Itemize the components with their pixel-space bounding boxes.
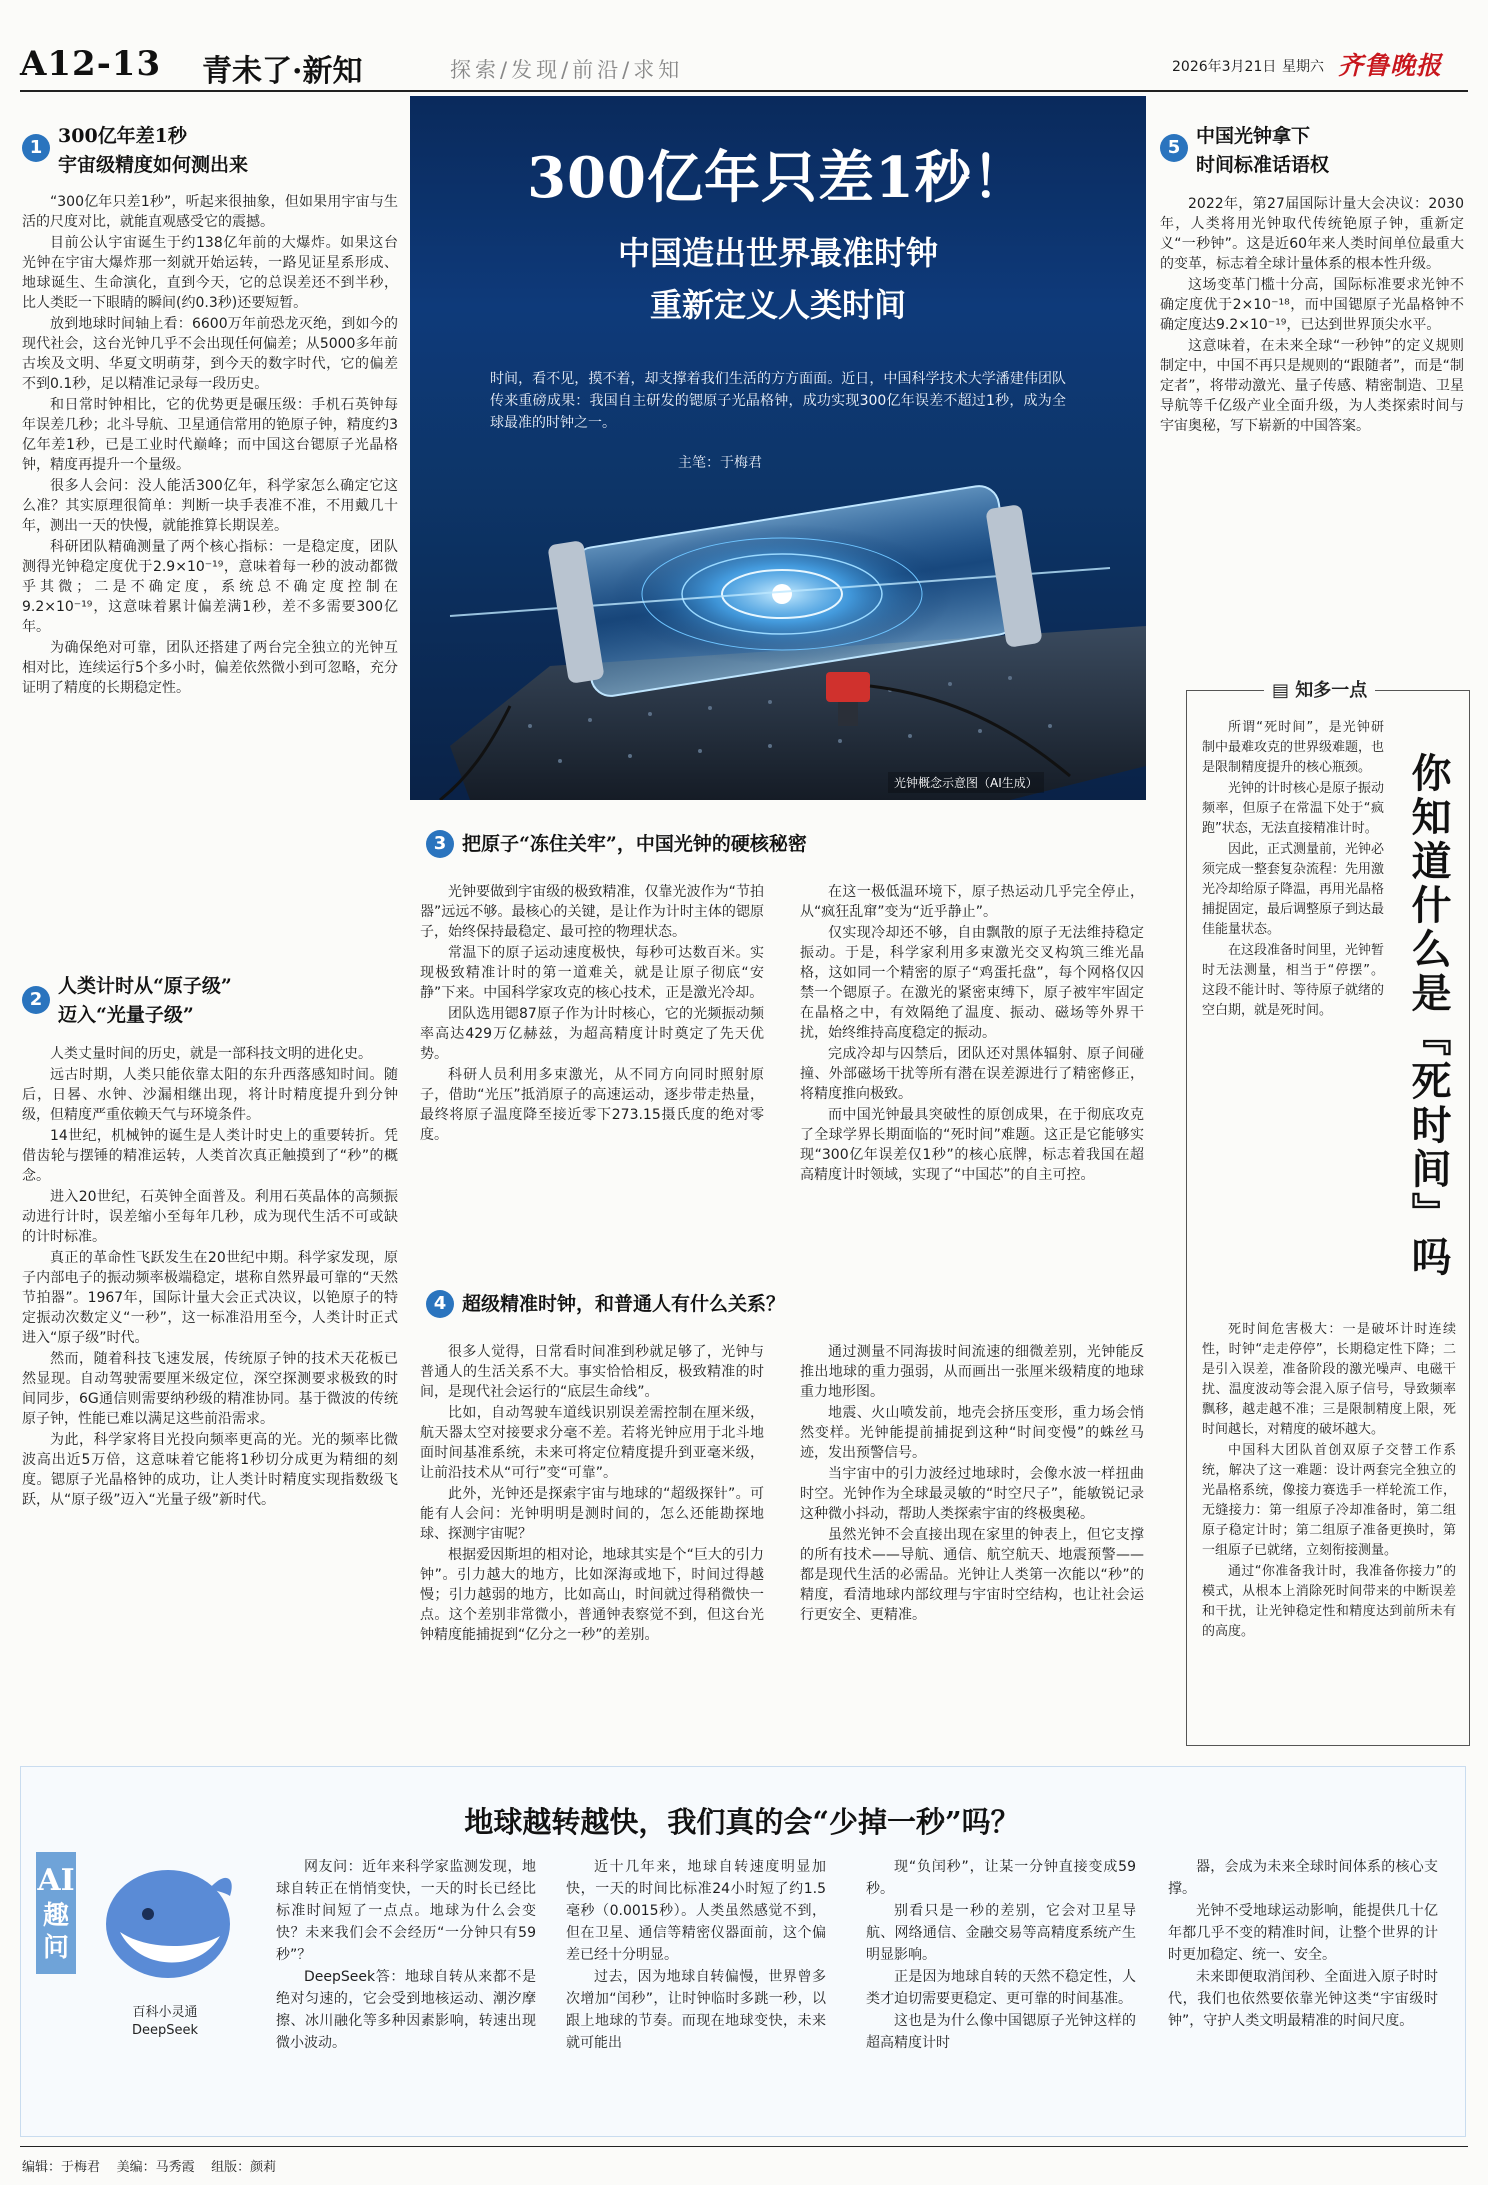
- section-5-title: [1196, 122, 1329, 180]
- know-more-label-text: 知多一点: [1295, 680, 1368, 701]
- section-1: [22, 122, 398, 982]
- paragraph: 中国科大团队首创双原子交替工作系统，解决了这一难题：设计两套完全独立的光晶格系统，像接力赛选手一样轮流工作，无缝接力：第一组原子冷却准备时，第二组原子稳定计时；第二组原子准备更换时，第一组原子已就绪，立刻衔接测量。: [1202, 1443, 1456, 1558]
- section-4: [426, 1290, 1146, 1319]
- section-3-body-col-2: [800, 882, 1144, 1254]
- paragraph: 科研团队精确测量了两个核心指标：一是稳定度，团队测得光钟稳定度优于2.9×10⁻¹⁹，意味着每一秒的波动都微乎其微；二是不确定度，系统总不确定度控制在9.2×10⁻¹⁹，这意味着累计偏差满1秒，差不多需要300亿年。: [22, 539, 398, 635]
- paragraph: 在这段准备时间里，光钟暂时无法测量，相当于“停摆”。这段不能计时、等待原子就绪的空白期，就是死时间。: [1202, 943, 1384, 1018]
- paragraph: 所谓“死时间”，是光钟研制中最难攻克的世界级难题，也是限制精度提升的核心瓶颈。: [1202, 720, 1384, 775]
- section-tags: 探索/发现/前沿/求知: [450, 58, 684, 82]
- ai-column-4: [1168, 1856, 1438, 2126]
- masthead-rule: [20, 90, 1468, 92]
- hero-title: 300亿年只差1秒！: [527, 145, 1029, 211]
- paragraph: 常温下的原子运动速度极快，每秒可达数百米。实现极致精准计时的第一道难关，就是让原子彻底“安静”下来。中国科学家攻克的核心技术，正是激光冷却。: [420, 945, 764, 1001]
- paragraph: 仅实现冷却还不够，自由飘散的原子无法维持稳定振动。于是，科学家利用多束激光交叉构筑三维光晶格，这如同一个精密的原子“鸡蛋托盘”，每个网格仅囚禁一个锶原子。在激光的紧密束缚下，原子被牢牢固定在晶格之中，有效隔绝了温度、振动、磁场等外界干扰，始终维持高度稳定的振动。: [800, 925, 1144, 1041]
- section-2-title-line-2: 迈入“光量子级”: [58, 1004, 194, 1026]
- paragraph: DeepSeek答：地球自转从来都不是绝对匀速的，它会受到地核运动、潮汐摩擦、冰川融化等多种因素影响，转速出现微小波动。: [276, 1969, 536, 2051]
- ai-column-1: [276, 1856, 536, 2126]
- paragraph: 进入20世纪，石英钟全面普及。利用石英晶体的高频振动进行计时，误差缩小至每年几秒，成为现代生活不可或缺的计时标准。: [22, 1189, 398, 1245]
- paragraph: 网友问：近年来科学家监测发现，地球自转正在悄悄变快，一天的时长已经比标准时间短了一点点。地球为什么会变快？未来我们会不会经历“一分钟只有59秒”？: [276, 1859, 536, 1963]
- issue-date: 2026年3月21日: [1172, 59, 1277, 75]
- paragraph: 因此，正式测量前，光钟必须完成一整套复杂流程：先用激光冷却给原子降温，再用光晶格捕捉固定，最后调整原子到达最佳能量状态。: [1202, 842, 1384, 937]
- paragraph: 器，会成为未来全球时间体系的核心支撑。: [1168, 1859, 1438, 1897]
- art-editor-credit: 美编：马秀霞: [116, 2160, 195, 2175]
- paragraph: 完成冷却与囚禁后，团队还对黑体辐射、原子间碰撞、外部磁场干扰等所有潜在误差源进行了精密修正，将精度推向极致。: [800, 1046, 1144, 1102]
- issue-weekday: 星期六: [1282, 59, 1324, 75]
- paragraph: 真正的革命性飞跃发生在20世纪中期。科学家发现，原子内部电子的振动频率极端稳定，堪称自然界最可靠的“天然节拍器”。1967年，国际计量大会正式决议，以铯原子的特定振动次数定义“一秒”，这一标准沿用至今，人类计时正式进入“原子级”时代。: [22, 1250, 398, 1346]
- paragraph: 14世纪，机械钟的诞生是人类计时史上的重要转折。凭借齿轮与摆锤的精准运转，人类首次真正触摸到了“秒”的概念。: [22, 1128, 398, 1184]
- paragraph: 人类丈量时间的历史，就是一部科技文明的进化史。: [50, 1046, 372, 1062]
- section-2-title-line-1: 人类计时从“原子级”: [58, 975, 232, 997]
- ai-tag-line-1: AI: [37, 1863, 75, 1898]
- paragraph: 通过测量不同海拔时间流速的细微差别，光钟能反推出地球的重力强弱，从而画出一张厘米级精度的地球重力地形图。: [800, 1344, 1144, 1400]
- hero-caption: 光钟概念示意图（AI生成）: [888, 772, 1044, 793]
- ai-column-3: [866, 1856, 1136, 2126]
- hero-banner: [410, 96, 1146, 800]
- section-4-body-col-2: [800, 1342, 1144, 1742]
- masthead: [20, 40, 1468, 92]
- paragraph: 地震、火山喷发前，地壳会挤压变形，重力场会悄然变样。光钟能提前捕捉到这种“时间变慢”的蛛丝马迹，发出预警信号。: [800, 1405, 1144, 1461]
- paragraph: 别看只是一秒的差别，它会对卫星导航、网络通信、金融交易等高精度系统产生明显影响。: [866, 1903, 1136, 1963]
- section-5-body: [1160, 194, 1464, 664]
- paper-logo: 齐鲁晚报: [1338, 51, 1443, 80]
- section-2-number: 2: [22, 986, 50, 1014]
- footer-rule: [20, 2146, 1468, 2147]
- paragraph: 为确保绝对可靠，团队还搭建了两台完全独立的光钟互相对比，连续运行5个多小时，偏差依然微小到可忽略，充分证明了精度的长期稳定性。: [22, 640, 398, 696]
- paragraph: 很多人会问：没人能活300亿年，科学家怎么确定它这么准？其实原理很简单：判断一块手表准不准，不用戴几十年，测出一天的快慢，就能推算长期误差。: [22, 478, 398, 534]
- paragraph: 根据爱因斯坦的相对论，地球其实是个“巨大的引力钟”。引力越大的地方，比如深海或地下，时间过得越慢；引力越弱的地方，比如高山，时间就过得稍微快一点。这个差别非常微小，普通钟表察觉不到，但这台光钟精度能捕捉到“亿分之一秒”的差别。: [420, 1547, 764, 1643]
- paragraph: 此外，光钟还是探索宇宙与地球的“超级探针”。可能有人会问：光钟明明是测时间的，怎么还能勘探地球、探测宇宙呢？: [420, 1486, 764, 1542]
- know-more-label: [1264, 676, 1375, 702]
- paragraph: 比如，自动驾驶车道线识别误差需控制在厘米级，航天器太空对接要求分毫不差。若将光钟应用于北斗地面时间基准系统，未来可将定位精度提升到亚毫米级，让前沿技术从“可行”变“可靠”。: [420, 1405, 764, 1481]
- paragraph: 科研人员利用多束激光，从不同方向同时照射原子，借助“光压”抵消原子的高速运动，逐步带走热量，最终将原子温度降至接近零下273.15摄氏度的绝对零度。: [420, 1067, 764, 1143]
- section-3-body-col-1: [420, 882, 764, 1254]
- ai-tag: [36, 1852, 76, 1974]
- section-4-body-col-1: [420, 1342, 764, 1742]
- section-1-body: [22, 192, 398, 982]
- paragraph: 目前公认宇宙诞生于约138亿年前的大爆炸。如果这台光钟在宇宙大爆炸那一刻就开始运转，一路见证星系形成、地球诞生、生命演化，直到今天，它的总误差还不到半秒，比人类眨一下眼睛的瞬间(约0.3秒)还要短暂。: [22, 235, 398, 311]
- paragraph: 这也是为什么像中国锶原子光钟这样的超高精度计时: [866, 2013, 1136, 2051]
- paragraph: 为此，科学家将目光投向频率更高的光。光的频率比微波高出近5万倍，这意味着它能将1秒切分成更为精细的刻度。锶原子光晶格钟的成功，让人类计时精度实现指数级飞跃，从“原子级”迈入“光量子级”新时代。: [22, 1432, 398, 1508]
- ai-column-2: [566, 1856, 826, 2126]
- section-3-title: 把原子“冻住关牢”，中国光钟的硬核秘密: [462, 833, 807, 855]
- section-2: [22, 972, 398, 1744]
- paragraph: 而中国光钟最具突破性的原创成果，在于彻底攻克了全球学界长期面临的“死时间”难题。这正是它能够实现“300亿年误差仅1秒”的核心底牌，标志着我国在超高精度计时领域，实现了“中国芯”的自主可控。: [800, 1107, 1144, 1183]
- mascot-label: [100, 2004, 230, 2040]
- section-1-title-line-2: 宇宙级精度如何测出来: [58, 154, 249, 176]
- ai-box-title: 地球越转越快，我们真的会“少掉一秒”吗？: [464, 1805, 1020, 1839]
- mascot-label-line-1: 百科小灵通: [132, 2005, 198, 2020]
- paragraph: 远古时期，人类只能依靠太阳的东升西落感知时间。随后，日晷、水钟、沙漏相继出现，将计时精度提升到分钟级，但精度严重依赖天气与环境条件。: [22, 1067, 398, 1123]
- section-5-title-line-1: 中国光钟拿下: [1196, 125, 1311, 147]
- paragraph: 死时间危害极大：一是破坏计时连续性，时钟“走走停停”，长期稳定性下降；二是引入误差，准备阶段的激光噪声、电磁干扰、温度波动等会混入原子信号，导致频率飘移，越走越不准；三是限制精度上限，死时间越长，对精度的破坏越大。: [1202, 1322, 1456, 1437]
- paragraph: 近十几年来，地球自转速度明显加快，一天的时间比标准24小时短了约1.5毫秒（0.0015秒）。人类虽然感觉不到，但在卫星、通信等精密仪器面前，这个偏差已经十分明显。: [566, 1859, 826, 1963]
- hero-subtitle-1: 中国造出世界最准时钟: [617, 234, 938, 272]
- section-2-title: [58, 972, 232, 1030]
- section-4-header: [426, 1290, 1146, 1319]
- paragraph: “300亿年只差1秒”，听起来很抽象，但如果用宇宙与生活的尺度对比，就能直观感受它的震撼。: [22, 194, 398, 230]
- proof-credit: 组版：颜莉: [211, 2160, 277, 2175]
- section-3: [426, 830, 1146, 859]
- section-2-body: [22, 1044, 398, 1744]
- section-1-title-line-1: 300亿年差1秒: [58, 125, 187, 147]
- optical-clock-illustration: [410, 476, 1146, 800]
- section-name: 青未了·新知: [202, 54, 363, 89]
- section-1-header: [22, 122, 398, 180]
- paragraph: 团队选用锶87原子作为计时核心，它的光频振动频率高达429万亿赫兹，为超高精度计时奠定了先天优势。: [420, 1006, 764, 1062]
- paragraph: 然而，随着科技飞速发展，传统原子钟的技术天花板已然显现。自动驾驶需要厘米级定位，深空探测要求极致的时间同步，6G通信则需要纳秒级的精准协同。基于微波的传统原子钟，性能已难以满足这些前沿需求。: [22, 1351, 398, 1427]
- section-1-number: 1: [22, 134, 50, 162]
- paragraph: 光钟不受地球运动影响，能提供几十亿年都几乎不变的精准时间，让整个世界的计时更加稳定、统一、安全。: [1168, 1903, 1438, 1963]
- footer-credits: [22, 2156, 276, 2175]
- paragraph: 在这一极低温环境下，原子热运动几乎完全停止，从“疯狂乱窜”变为“近乎静止”。: [800, 884, 1144, 920]
- paragraph: 现“负闰秒”，让某一分钟直接变成59秒。: [866, 1859, 1136, 1897]
- mascot-label-line-2: DeepSeek: [131, 2023, 199, 2038]
- spacer: [199, 2160, 207, 2175]
- hero-subtitle-2: 重新定义人类时间: [649, 286, 906, 324]
- know-more-vertical-title: 你知道什么是『死时间』吗: [1405, 752, 1452, 1280]
- paragraph: 很多人觉得，日常看时间准到秒就足够了，光钟与普通人的生活关系不大。事实恰恰相反，极致精准的时间，是现代社会运行的“底层生命线”。: [420, 1344, 764, 1400]
- section-2-header: [22, 972, 398, 1030]
- paragraph: 这场变革门槛十分高，国际标准要求光钟不确定度优于2×10⁻¹⁸，而中国锶原子光晶格钟不确定度达9.2×10⁻¹⁹，已达到世界顶尖水平。: [1160, 277, 1464, 333]
- spacer: [104, 2160, 112, 2175]
- whale-mascot-icon: [90, 1852, 240, 1992]
- section-5: [1160, 122, 1464, 664]
- paragraph: 放到地球时间轴上看：6600万年前恐龙灭绝，到如今的现代社会，这台光钟几乎不会出现任何偏差；从5000多年前古埃及文明、华夏文明萌芽，到今天的数字时代，它的偏差不到0.1秒，足以精准记录每一段历史。: [22, 316, 398, 392]
- paragraph: 光钟要做到宇宙级的极致精准，仅靠光波作为“节拍器”远远不够。最核心的关键，是让作为计时主体的锶原子，始终保持最稳定、最可控的物理状态。: [420, 884, 764, 940]
- section-3-header: [426, 830, 1146, 859]
- section-5-number: 5: [1160, 134, 1188, 162]
- section-1-title: [58, 122, 248, 180]
- hero-intro: 时间，看不见，摸不着，却支撑着我们生活的方方面面。近日，中国科学技术大学潘建伟团队传来重磅成果：我国自主研发的锶原子光晶格钟，成功实现300亿年误差不超过1秒，成为全球最准的时钟之一。: [490, 371, 1066, 431]
- paragraph: 通过“你准备我计时，我准备你接力”的模式，从根本上消除死时间带来的中断误差和干扰，让光钟稳定性和精度达到前所未有的高度。: [1202, 1564, 1456, 1639]
- paragraph: 正是因为地球自转的天然不稳定性，人类才迫切需要更稳定、更可靠的时间基准。: [866, 1969, 1136, 2007]
- paragraph: 2022年，第27届国际计量大会决议：2030年，人类将用光钟取代传统铯原子钟，重新定义“一秒钟”。这是近60年来人类时间单位最重大的变革，标志着全球计量体系的根本性升级。: [1160, 196, 1464, 272]
- section-4-title: 超级精准时钟，和普通人有什么关系？: [462, 1293, 786, 1315]
- page-code: A12-13: [20, 44, 162, 84]
- section-5-title-line-2: 时间标准话语权: [1196, 154, 1330, 176]
- paragraph: 未来即便取消闰秒、全面进入原子时时代，我们也依然要依靠光钟这类“宇宙级时钟”，守护人类文明最精准的时间尺度。: [1168, 1969, 1438, 2029]
- know-more-body: [1202, 718, 1384, 1318]
- section-4-number: 4: [426, 1290, 454, 1318]
- hero-author: 主笔：于梅君: [678, 455, 762, 471]
- paragraph: 当宇宙中的引力波经过地球时，会像水波一样扭曲时空。光钟作为全球最灵敏的“时空尺子”，能敏锐记录这种微小抖动，帮助人类探索宇宙的终极奥秘。: [800, 1466, 1144, 1522]
- paragraph: 虽然光钟不会直接出现在家里的钟表上，但它支撑的所有技术——导航、通信、航空航天、地震预警——都是现代生活的必需品。光钟让人类第一次能以“秒”的精度，看清地球内部纹理与宇宙时空结构，也让社会运行更安全、更精准。: [800, 1527, 1144, 1623]
- paragraph: 光钟的计时核心是原子振动频率，但原子在常温下处于“疯跑”状态，无法直接精准计时。: [1202, 781, 1384, 836]
- know-more-body-cont: [1202, 1320, 1456, 1730]
- editor-credit: 编辑：于梅君: [22, 2160, 101, 2175]
- ai-tag-line-2: 趣问: [42, 1901, 69, 1963]
- paragraph: 这意味着，在未来全球“一秒钟”的定义规则制定中，中国不再只是规则的“跟随者”，而是“制定者”，将带动激光、量子传感、精密制造、卫星导航等千亿级产业全面升级，为人类探索时间与宇宙奥秘，写下崭新的中国答案。: [1160, 338, 1464, 434]
- section-5-header: [1160, 122, 1464, 180]
- box-icon: ▤: [1272, 680, 1290, 701]
- paragraph: 过去，因为地球自转偏慢，世界曾多次增加“闰秒”，让时钟临时多跳一秒，以跟上地球的节奏。而现在地球变快，未来就可能出: [566, 1969, 826, 2051]
- paragraph: 和日常时钟相比，它的优势更是碾压级：手机石英钟每年误差几秒；北斗导航、卫星通信常用的铯原子钟，精度约3亿年差1秒，已是工业时代巅峰；而中国这台锶原子光晶格钟，精度再提升一个量级。: [22, 397, 398, 473]
- section-3-number: 3: [426, 830, 454, 858]
